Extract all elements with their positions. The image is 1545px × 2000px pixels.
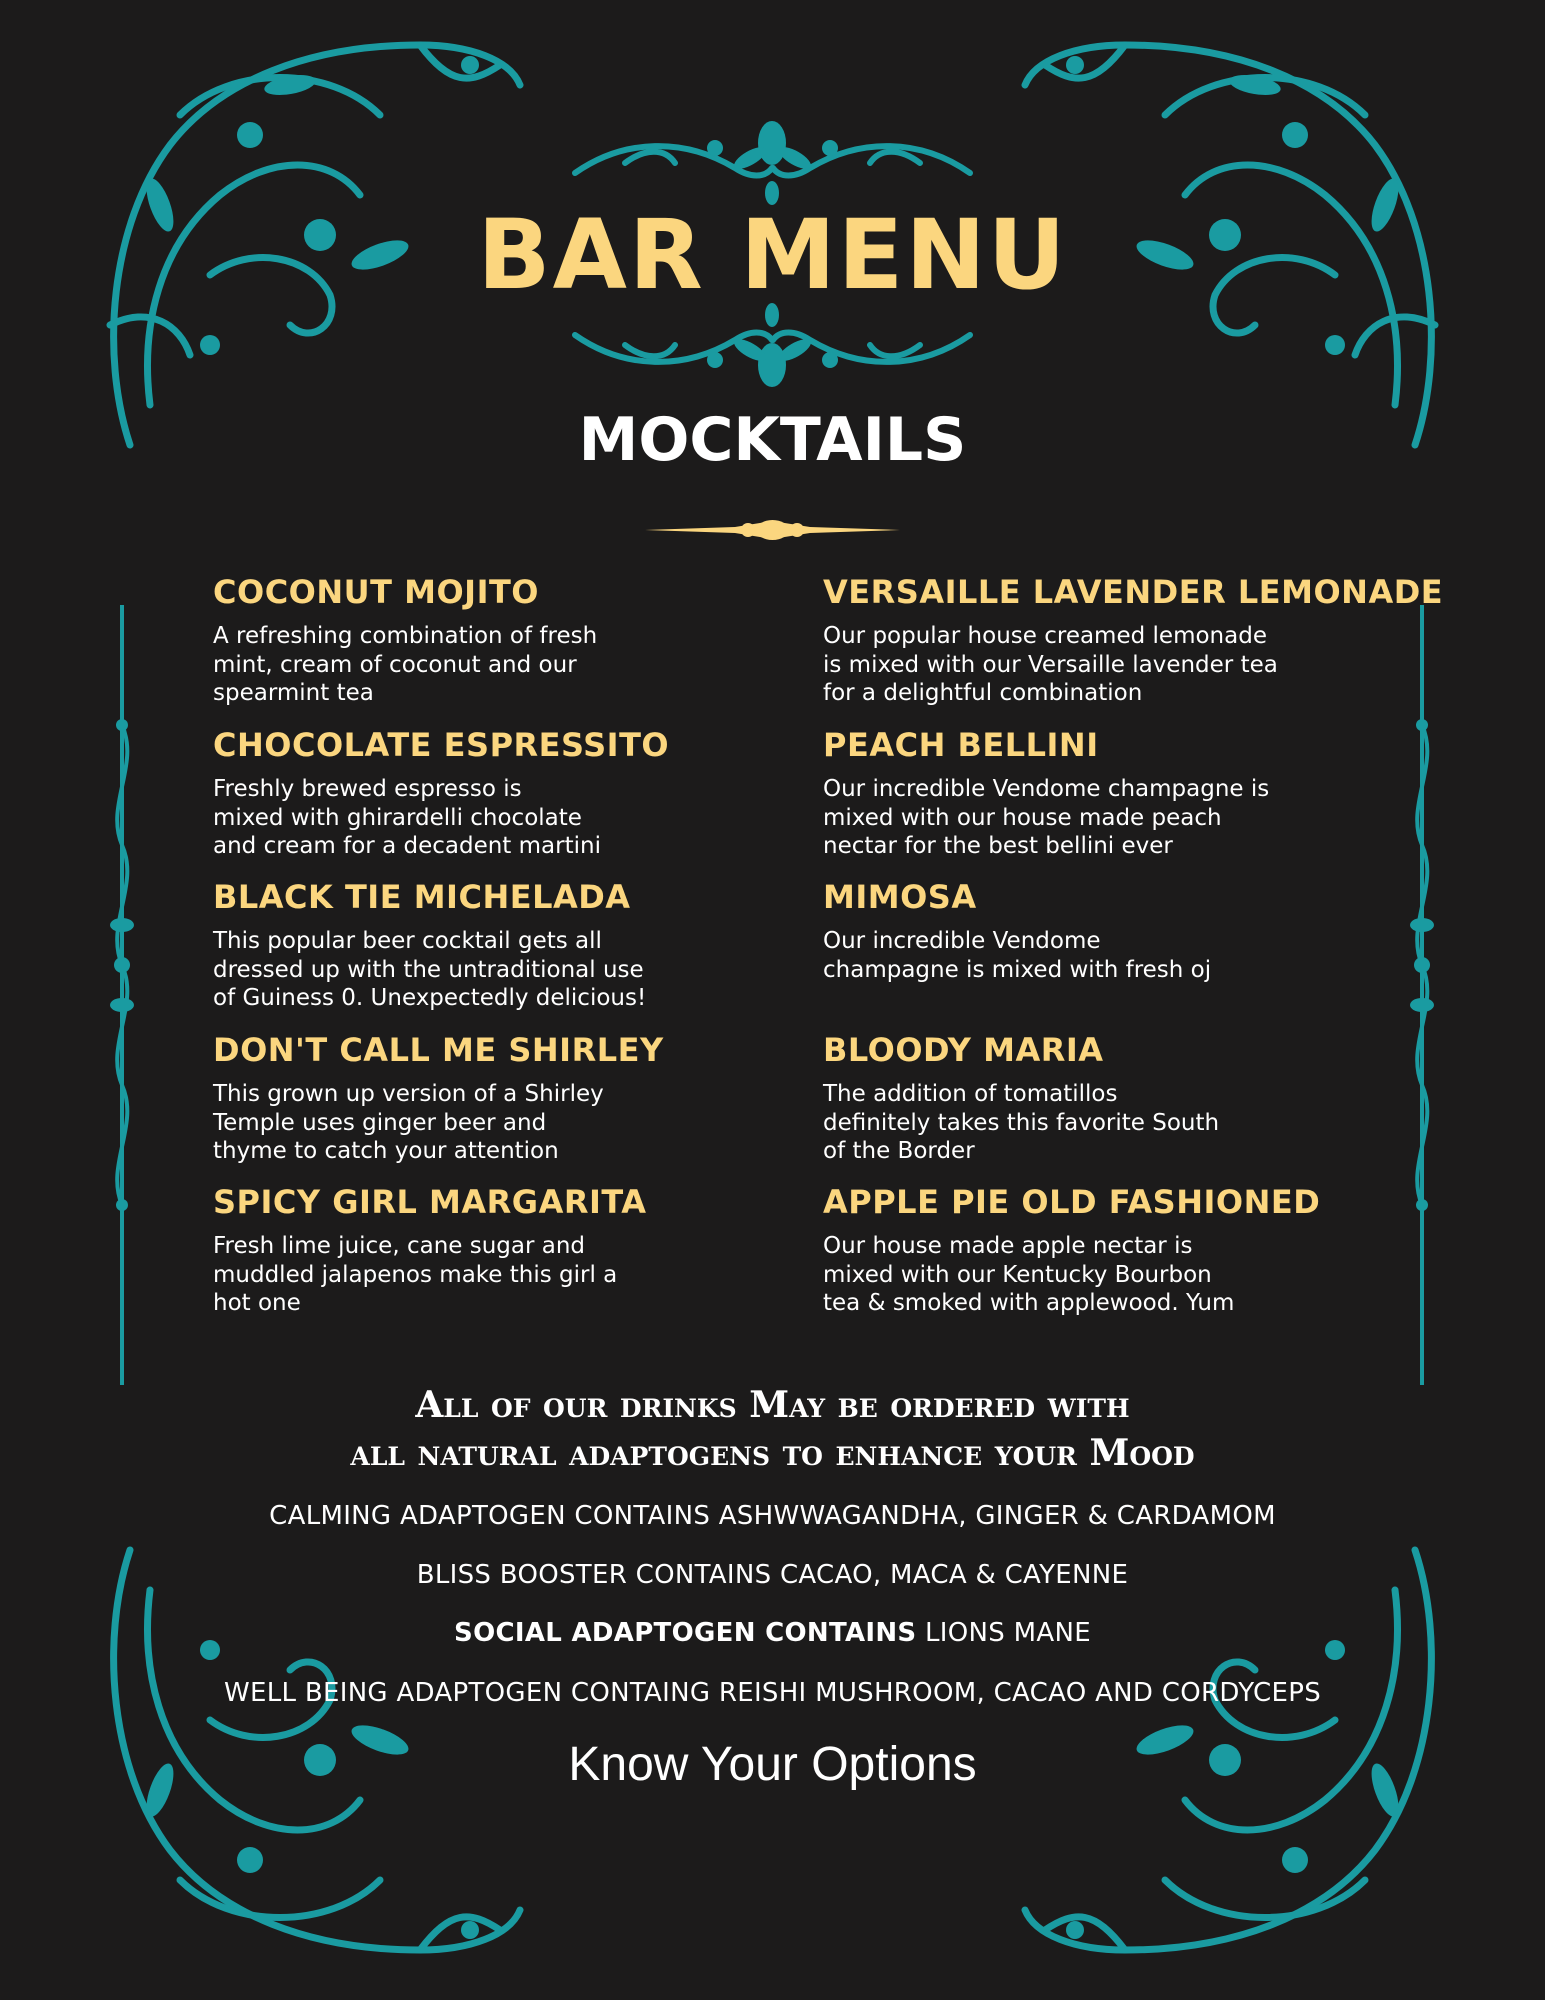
item-description: Our house made apple nectar is mixed with our Kentucky Bourbon tea & smoked with applewood. Yum bbox=[823, 1233, 1235, 1316]
item-name: BLACK TIE MICHELADA bbox=[213, 878, 631, 916]
adaptogen-calming: CALMING ADAPTOGEN CONTAINS ASHWWAGANDHA, GINGER & CARDAMOM bbox=[269, 1501, 1276, 1531]
item-description: A refreshing combination of fresh mint, cream of coconut and our spearmint tea bbox=[213, 623, 598, 706]
menu-item bbox=[823, 1030, 1443, 1166]
adaptogen-bliss: BLISS BOOSTER CONTAINS CACAO, MACA & CAYENNE bbox=[416, 1560, 1129, 1590]
menu-item bbox=[823, 877, 1443, 984]
item-description: Our incredible Vendome champagne is mixed with fresh oj bbox=[823, 928, 1212, 983]
item-description: Fresh lime juice, cane sugar and muddled jalapenos make this girl a hot one bbox=[213, 1233, 618, 1316]
menu-item bbox=[213, 1182, 833, 1318]
tagline: Know Your Options bbox=[568, 1738, 977, 1791]
section-title: MOCKTAILS bbox=[578, 405, 967, 475]
adaptogen-social bbox=[0, 1617, 1545, 1649]
item-description: This popular beer cocktail gets all dressed up with the untraditional use of Guiness 0. Unexpectedly delicious! bbox=[213, 928, 647, 1011]
item-description: Freshly brewed espresso is mixed with ghirardelli chocolate and cream for a decadent martini bbox=[213, 776, 601, 859]
menu-title: BAR MENU bbox=[477, 199, 1068, 311]
side-rule-left bbox=[100, 605, 145, 1385]
adaptogen-wellbeing: WELL BEING ADAPTOGEN CONTAING REISHI MUSHROOM, CACAO AND CORDYCEPS bbox=[223, 1678, 1321, 1708]
item-name: MIMOSA bbox=[823, 878, 977, 916]
item-name: COCONUT MOJITO bbox=[213, 573, 539, 611]
adaptogen-note-line-2: all natural adaptogens to enhance your Mood bbox=[350, 1432, 1195, 1474]
item-name: APPLE PIE OLD FASHIONED bbox=[823, 1183, 1321, 1221]
adaptogen-social-ingredient: LIONS MANE bbox=[916, 1618, 1091, 1648]
item-name: DON'T CALL ME SHIRLEY bbox=[213, 1031, 664, 1069]
menu-item bbox=[213, 877, 833, 1013]
item-name: SPICY GIRL MARGARITA bbox=[213, 1183, 647, 1221]
item-description: Our incredible Vendome champagne is mixed with our house made peach nectar for the best bellini ever bbox=[823, 776, 1270, 859]
item-name: CHOCOLATE ESPRESSITO bbox=[213, 726, 670, 764]
gold-divider bbox=[645, 515, 900, 545]
menu-item bbox=[213, 725, 833, 861]
adaptogen-note-line-1: All of our drinks May be ordered with bbox=[415, 1384, 1130, 1426]
item-description: Our popular house creamed lemonade is mixed with our Versaille lavender tea for a delightful combination bbox=[823, 623, 1278, 706]
adaptogen-social-label: SOCIAL ADAPTOGEN CONTAINS bbox=[454, 1618, 917, 1648]
title-flourish-bottom bbox=[565, 300, 980, 390]
menu-item bbox=[823, 572, 1443, 708]
menu-item bbox=[213, 572, 833, 708]
menu-item bbox=[213, 1030, 833, 1166]
title-flourish-top bbox=[565, 118, 980, 208]
menu-item bbox=[823, 1182, 1443, 1318]
item-name: PEACH BELLINI bbox=[823, 726, 1099, 764]
menu-item bbox=[823, 725, 1443, 861]
item-description: The addition of tomatillos definitely takes this favorite South of the Border bbox=[823, 1081, 1220, 1164]
item-description: This grown up version of a Shirley Temple uses ginger beer and thyme to catch your attention bbox=[213, 1081, 604, 1164]
item-name: VERSAILLE LAVENDER LEMONADE bbox=[823, 573, 1444, 611]
item-name: BLOODY MARIA bbox=[823, 1031, 1104, 1069]
